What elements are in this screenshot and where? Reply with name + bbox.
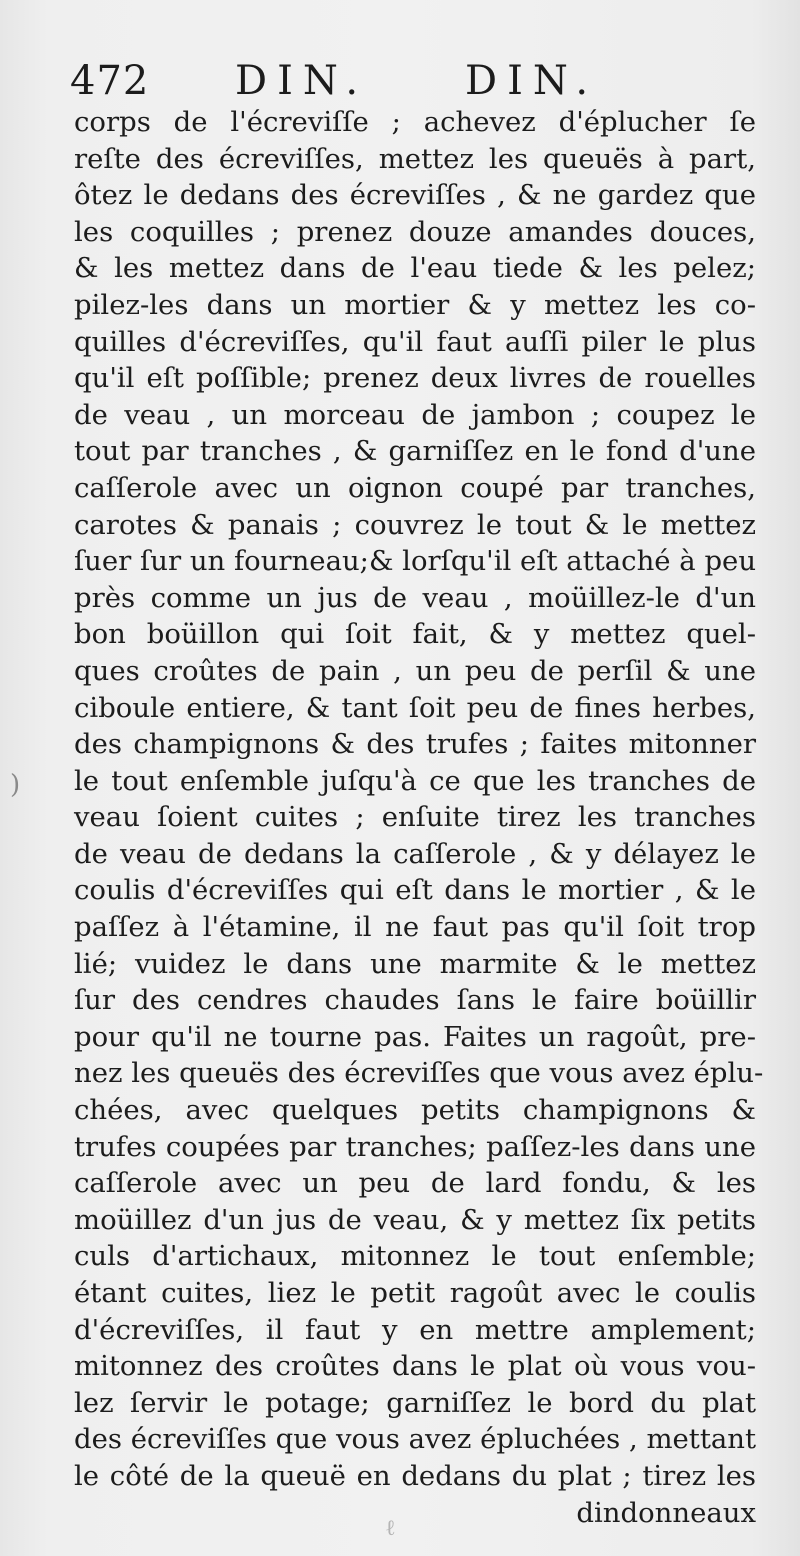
text-line: des écreviſſes que vous avez épluchées , mettant — [74, 1423, 757, 1456]
text-line: nez les queuës des écreviſſes que vous avez éplu- — [74, 1057, 764, 1090]
text-line: ôtez le dedans des écreviſſes , & ne gardez que — [74, 179, 756, 212]
running-head-right: DIN. — [465, 58, 599, 104]
text-line: moüillez d'un jus de veau, & y mettez ſix petits — [74, 1203, 756, 1236]
text-line: bon boüillon qui ſoit fait, & y mettez quel- — [74, 618, 756, 651]
text-line: coulis d'écreviſſes qui eſt dans le mortier , & le — [74, 874, 756, 907]
text-line: pilez-les dans un mortier & y mettez les co- — [74, 288, 756, 321]
margin-parenthesis-mark: ) — [10, 770, 21, 800]
text-line: ſur des cendres chaudes ſans le faire boüillir — [74, 984, 756, 1017]
text-line: lié; vuidez le dans une marmite & le mettez — [74, 947, 756, 980]
text-line: ciboule entiere, & tant ſoit peu de fines herbes, — [74, 691, 756, 724]
text-line: culs d'artichaux, mitonnez le tout enſemble; — [74, 1240, 756, 1273]
text-line: dindonneaux — [576, 1496, 756, 1529]
text-line: carotes & panais ; couvrez le tout & le mettez — [74, 508, 756, 541]
bottom-margin-mark: ℓ — [385, 1516, 396, 1541]
text-line: caſſerole avec un oignon coupé par tranches, — [74, 471, 756, 504]
page-header — [70, 58, 770, 108]
text-line: qu'il eſt poſſible; prenez deux livres de rouelles — [74, 362, 756, 395]
text-line: de veau , un morceau de jambon ; coupez le — [74, 398, 756, 431]
text-line: lez ſervir le potage; garniſſez le bord du plat — [74, 1386, 756, 1419]
running-head-left: DIN. — [235, 58, 369, 104]
text-line: le tout enſemble juſqu'à ce que les tranches de — [74, 764, 756, 797]
text-line: pour qu'il ne tourne pas. Faites un ragoût, pre- — [74, 1020, 756, 1053]
text-line: quilles d'écreviſſes, qu'il faut auſſi piler le plus — [74, 325, 756, 358]
text-line: chées, avec quelques petits champignons & — [74, 1094, 756, 1127]
text-line: les coquilles ; prenez douze amandes douces, — [74, 215, 756, 248]
text-line: veau ſoient cuites ; enſuite tirez les tranches — [74, 801, 756, 834]
page-number: 472 — [70, 58, 150, 104]
body-text — [74, 104, 764, 1531]
text-line: ques croûtes de pain , un peu de perſil & une — [74, 654, 756, 687]
text-line: étant cuites, liez le petit ragoût avec le coulis — [74, 1277, 756, 1309]
text-line: paſſez à l'étamine, il ne faut pas qu'il ſoit trop — [74, 911, 756, 944]
text-line: d'écreviſſes, il faut y en mettre amplement; — [74, 1313, 756, 1346]
text-line: reſte des écreviſſes, mettez les queuës à part, — [74, 142, 756, 175]
text-line: ſuer ſur un fourneau;& lorſqu'il eſt attaché à peu — [74, 545, 757, 578]
text-line: tout par tranches , & garniſſez en le fond d'une — [74, 435, 756, 468]
text-line: de veau de dedans la caſſerole , & y délayez le — [74, 837, 756, 870]
text-line: mitonnez des croûtes dans le plat où vous vou- — [74, 1350, 756, 1383]
text-line: caſſerole avec un peu de lard fondu, & les — [74, 1167, 756, 1200]
text-line: près comme un jus de veau , moüillez-le d'un — [74, 581, 756, 614]
text-line: & les mettez dans de l'eau tiede & les pelez; — [74, 252, 756, 285]
text-line: corps de l'écreviſſe ; achevez d'éplucher ſe — [74, 106, 756, 138]
text-line: trufes coupées par tranches; paſſez-les dans une — [74, 1130, 756, 1163]
text-line: le côté de la queuë en dedans du plat ; tirez les — [74, 1459, 756, 1492]
text-line: des champignons & des trufes ; faites mitonner — [74, 728, 756, 761]
